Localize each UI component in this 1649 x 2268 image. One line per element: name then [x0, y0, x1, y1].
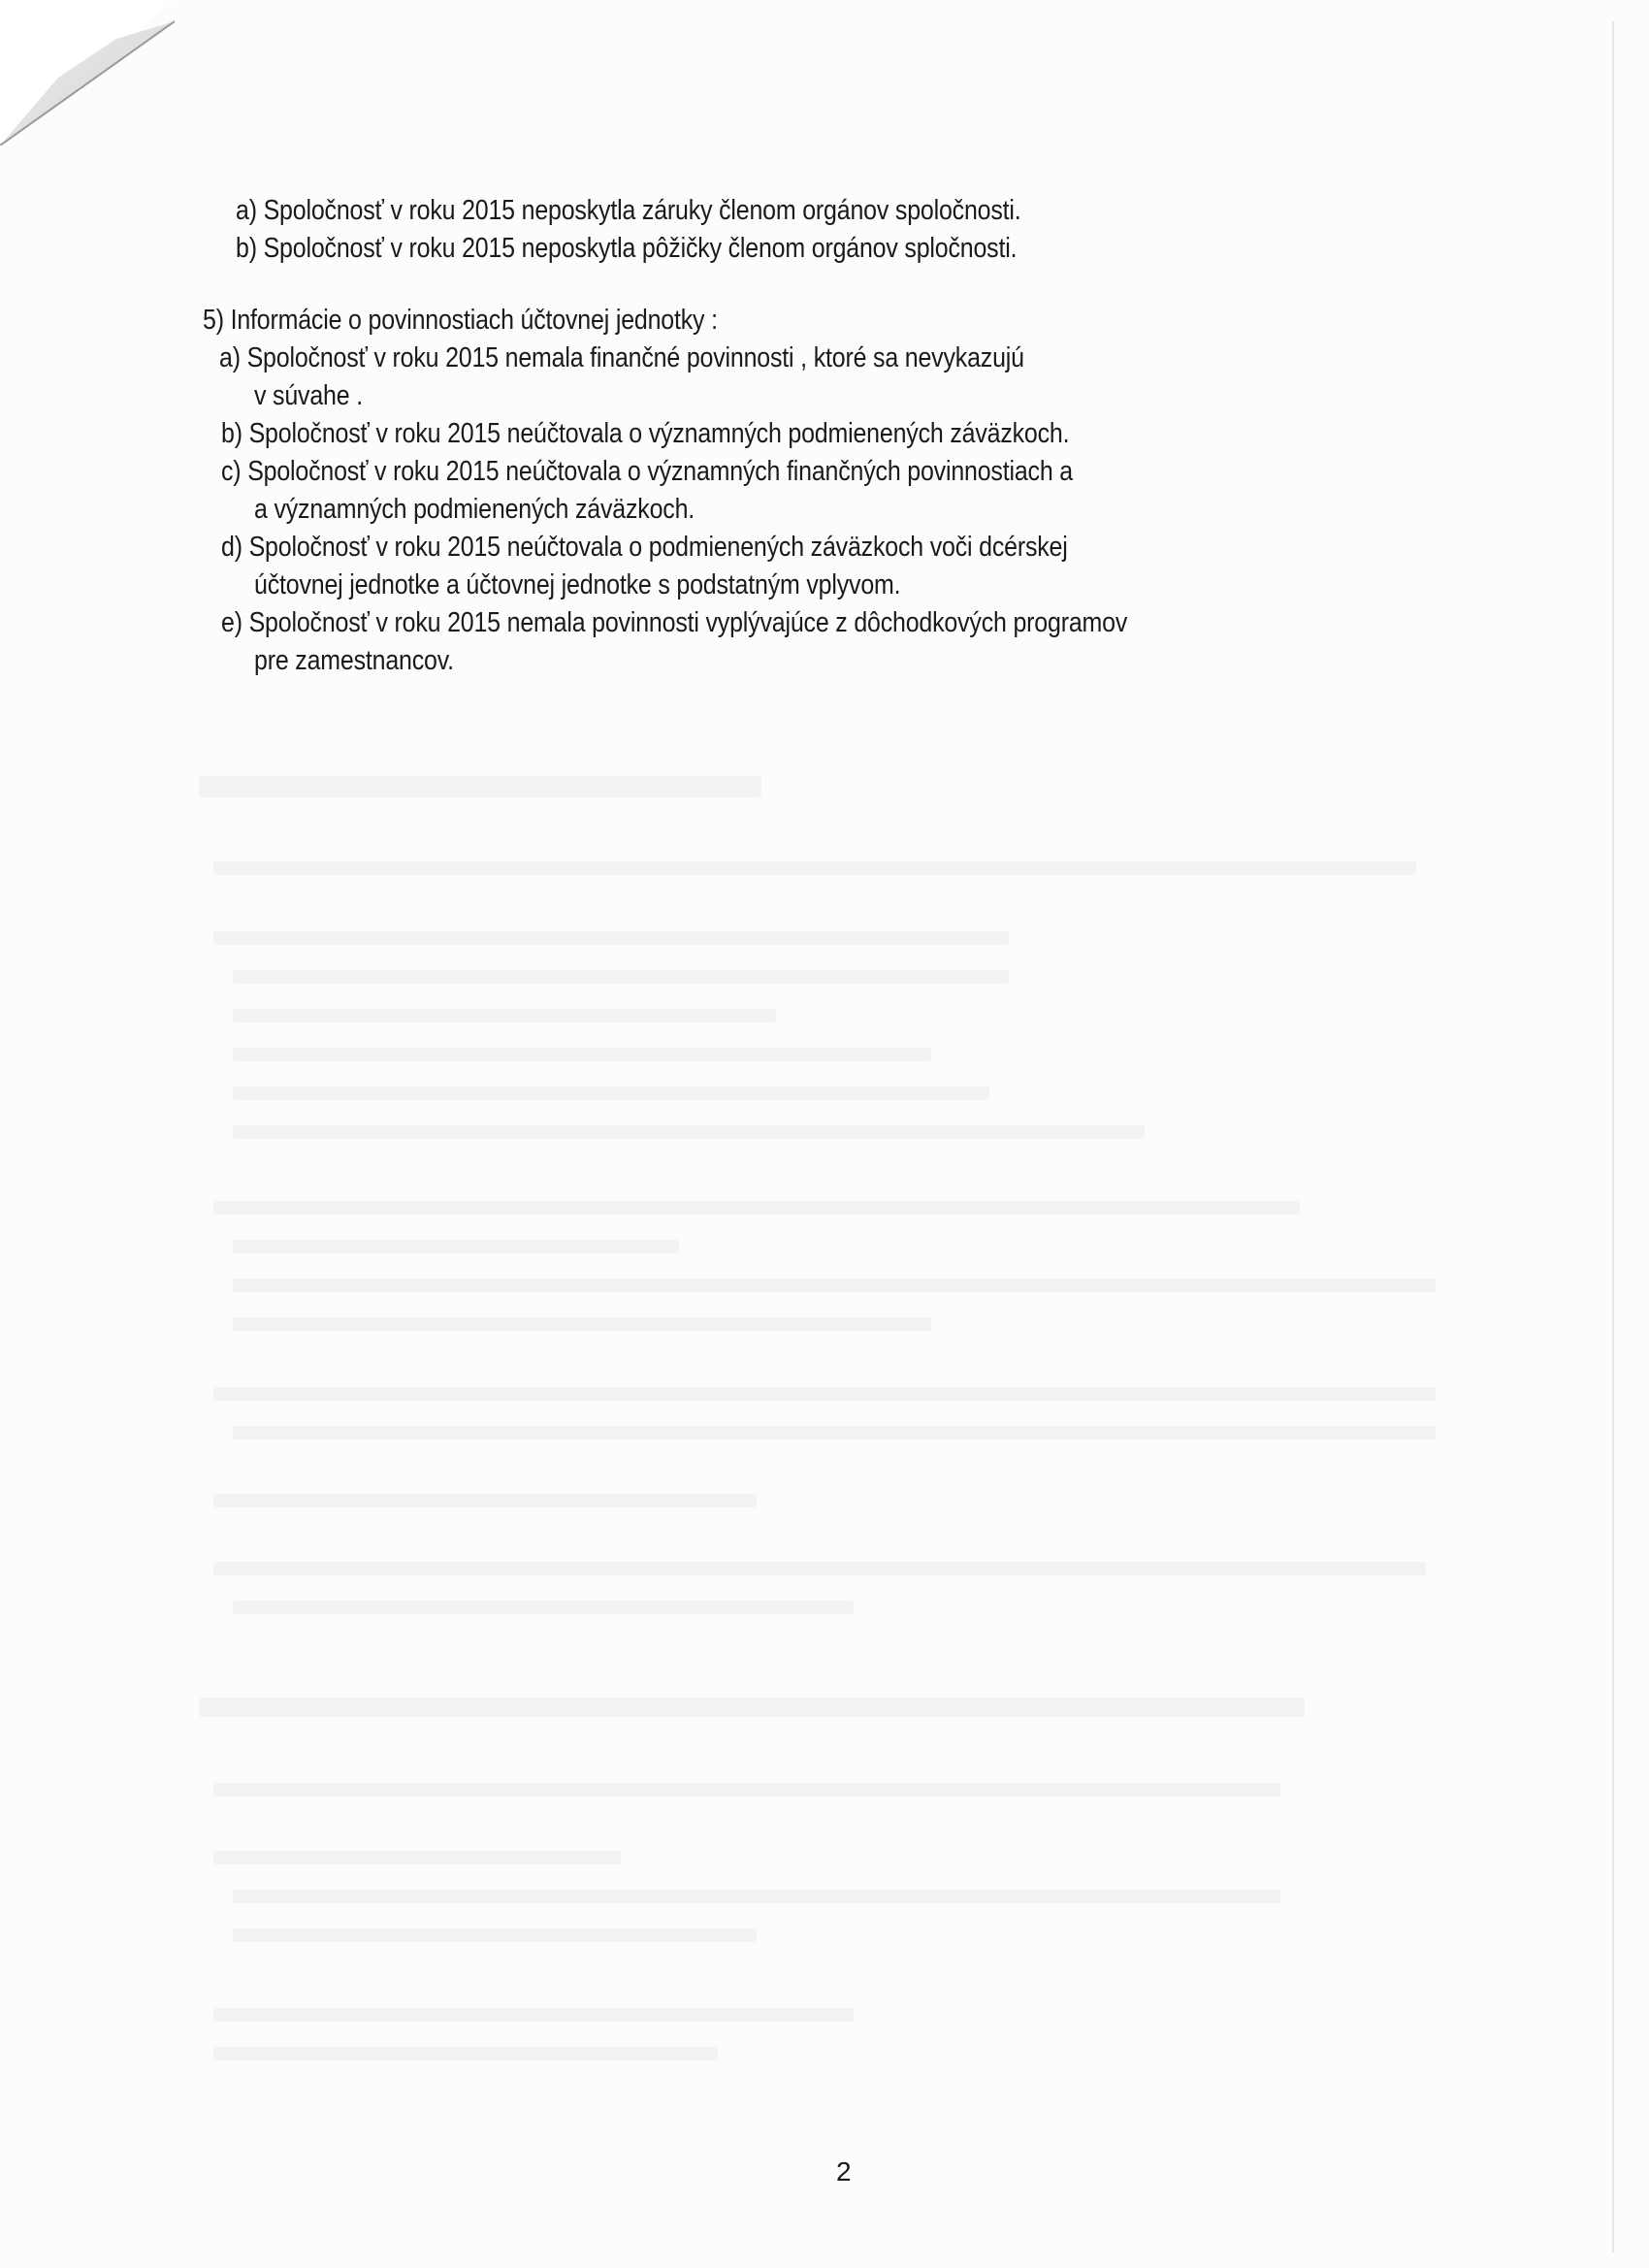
section5-item-a-line1: a) Spoločnosť v roku 2015 nemala finančné povinnosti , ktoré sa nevykazujú [219, 342, 1024, 373]
section5-item-d-line2: účtovnej jednotke a účtovnej jednotke s podstatným vplyvom. [254, 569, 901, 600]
page-edge-shadow [1612, 21, 1614, 2252]
section5-item-d-line1: d) Spoločnosť v roku 2015 neúčtovala o podmienených záväzkoch voči dcérskej [221, 532, 1068, 563]
section5-item-a-line2: v súvahe . [254, 380, 363, 411]
section5-item-e-line2: pre zamestnancov. [254, 645, 454, 676]
page-number: 2 [836, 2156, 852, 2187]
section5-item-c-line2: a významných podmienených záväzkoch. [254, 494, 695, 525]
folded-corner [0, 0, 175, 146]
section4-item-a: a) Spoločnosť v roku 2015 neposkytla záruky členom orgánov spoločnosti. [236, 195, 1021, 226]
section4-item-b: b) Spoločnosť v roku 2015 neposkytla pôžičky členom orgánov spločnosti. [236, 233, 1018, 264]
section5-item-b: b) Spoločnosť v roku 2015 neúčtovala o významných podmienených záväzkoch. [221, 418, 1070, 449]
section5-item-c-line1: c) Spoločnosť v roku 2015 neúčtovala o významných finančných povinnostiach a [221, 456, 1074, 487]
section5-item-e-line1: e) Spoločnosť v roku 2015 nemala povinnosti vyplývajúce z dôchodkových programov [221, 607, 1128, 638]
section5-heading: 5) Informácie o povinnostiach účtovnej jednotky : [203, 305, 718, 336]
